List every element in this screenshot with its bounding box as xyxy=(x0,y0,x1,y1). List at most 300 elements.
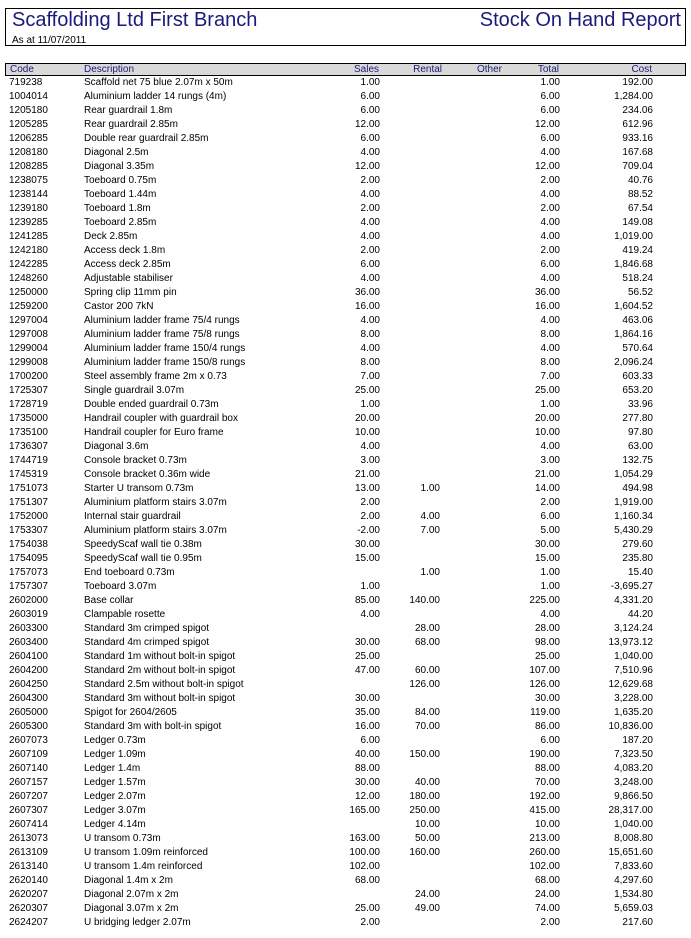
table-row xyxy=(0,188,691,202)
cell-code: 1241285 xyxy=(9,231,48,242)
cell-code: 2604100 xyxy=(9,651,48,662)
cell-cost: 8,008.80 xyxy=(614,833,653,844)
cell-code: 2607073 xyxy=(9,735,48,746)
cell-cost: 1,604.52 xyxy=(614,301,653,312)
cell-cost: 7,323.50 xyxy=(614,749,653,760)
table-row xyxy=(0,496,691,510)
cell-code: 1725307 xyxy=(9,385,48,396)
cell-cost: 1,040.00 xyxy=(614,651,653,662)
table-row xyxy=(0,174,691,188)
cell-total: 6.00 xyxy=(540,105,560,116)
cell-description: Double ended guardrail 0.73m xyxy=(84,399,219,410)
cell-rental: 28.00 xyxy=(414,623,440,634)
cell-cost: 1,919.00 xyxy=(614,497,653,508)
cell-code: 1735000 xyxy=(9,413,48,424)
cell-total: 8.00 xyxy=(540,329,560,340)
cell-sales: 25.00 xyxy=(354,385,380,396)
cell-code: 1238144 xyxy=(9,189,48,200)
table-row xyxy=(0,398,691,412)
cell-code: 1735100 xyxy=(9,427,48,438)
cell-sales: 15.00 xyxy=(354,553,380,564)
cell-total: 70.00 xyxy=(534,777,560,788)
cell-description: Adjustable stabiliser xyxy=(84,273,173,284)
table-row xyxy=(0,636,691,650)
cell-code: 2603300 xyxy=(9,623,48,634)
cell-cost: 28,317.00 xyxy=(608,805,653,816)
cell-total: 2.00 xyxy=(540,245,560,256)
table-row xyxy=(0,356,691,370)
cell-sales: 36.00 xyxy=(354,287,380,298)
cell-cost: 67.54 xyxy=(627,203,653,214)
table-row xyxy=(0,622,691,636)
cell-code: 1259200 xyxy=(9,301,48,312)
cell-total: 6.00 xyxy=(540,133,560,144)
cell-cost: 10,836.00 xyxy=(608,721,653,732)
table-row xyxy=(0,524,691,538)
cell-description: Ledger 1.57m xyxy=(84,777,146,788)
table-row xyxy=(0,790,691,804)
cell-total: 3.00 xyxy=(540,455,560,466)
cell-code: 1736307 xyxy=(9,441,48,452)
cell-description: Rear guardrail 1.8m xyxy=(84,105,173,116)
cell-cost: 4,083.20 xyxy=(614,763,653,774)
table-row xyxy=(0,748,691,762)
table-row xyxy=(0,664,691,678)
cell-sales: 6.00 xyxy=(360,105,380,116)
cell-total: 2.00 xyxy=(540,203,560,214)
cell-total: 260.00 xyxy=(529,847,560,858)
cell-sales: 4.00 xyxy=(360,217,380,228)
column-header-row xyxy=(5,63,686,76)
table-row xyxy=(0,300,691,314)
cell-cost: 1,864.16 xyxy=(614,329,653,340)
cell-cost: 933.16 xyxy=(622,133,653,144)
cell-sales: 16.00 xyxy=(354,721,380,732)
table-row xyxy=(0,440,691,454)
cell-description: Standard 2.5m without bolt-in spigot xyxy=(84,679,244,690)
table-row xyxy=(0,888,691,902)
company-name: Scaffolding Ltd First Branch xyxy=(12,9,258,31)
cell-description: Aluminium platform stairs 3.07m xyxy=(84,525,227,536)
table-row xyxy=(0,160,691,174)
cell-cost: 612.96 xyxy=(622,119,653,130)
cell-total: 225.00 xyxy=(529,595,560,606)
cell-description: Handrail coupler with guardrail box xyxy=(84,413,238,424)
table-row xyxy=(0,762,691,776)
column-header-sales: Sales xyxy=(353,64,379,75)
cell-description: Toeboard 0.75m xyxy=(84,175,157,186)
cell-code: 1728719 xyxy=(9,399,48,410)
cell-rental: 250.00 xyxy=(409,805,440,816)
cell-sales: 68.00 xyxy=(354,875,380,886)
cell-cost: 149.08 xyxy=(622,217,653,228)
column-header-cost: Cost xyxy=(631,64,652,75)
cell-sales: 30.00 xyxy=(354,777,380,788)
cell-description: Standard 3m with bolt-in spigot xyxy=(84,721,222,732)
cell-sales: 4.00 xyxy=(360,441,380,452)
cell-cost: 33.96 xyxy=(627,399,653,410)
cell-code: 2603400 xyxy=(9,637,48,648)
cell-code: 1238075 xyxy=(9,175,48,186)
table-row xyxy=(0,118,691,132)
report-title: Stock On Hand Report xyxy=(479,9,681,31)
cell-total: 8.00 xyxy=(540,357,560,368)
table-row xyxy=(0,734,691,748)
cell-cost: 1,040.00 xyxy=(614,819,653,830)
cell-cost: 5,430.29 xyxy=(614,525,653,536)
cell-sales: 30.00 xyxy=(354,539,380,550)
cell-description: Ledger 0.73m xyxy=(84,735,146,746)
cell-code: 1751073 xyxy=(9,483,48,494)
cell-code: 2620140 xyxy=(9,875,48,886)
table-row xyxy=(0,202,691,216)
cell-description: Standard 3m without bolt-in spigot xyxy=(84,693,236,704)
cell-description: Aluminium ladder frame 75/8 rungs xyxy=(84,329,240,340)
cell-description: Diagonal 2.5m xyxy=(84,147,149,158)
as-at-date: As at 11/07/2011 xyxy=(12,35,87,46)
cell-description: Diagonal 3.07m x 2m xyxy=(84,903,179,914)
cell-cost: 44.20 xyxy=(627,609,653,620)
cell-total: 190.00 xyxy=(529,749,560,760)
table-row xyxy=(0,244,691,258)
table-row xyxy=(0,384,691,398)
table-row xyxy=(0,720,691,734)
table-row xyxy=(0,412,691,426)
cell-total: 15.00 xyxy=(534,553,560,564)
cell-sales: 7.00 xyxy=(360,371,380,382)
table-row xyxy=(0,692,691,706)
cell-code: 1205180 xyxy=(9,105,48,116)
cell-description: SpeedyScaf wall tie 0.38m xyxy=(84,539,202,550)
cell-total: 68.00 xyxy=(534,875,560,886)
cell-description: Ledger 2.07m xyxy=(84,791,146,802)
cell-description: Standard 1m without bolt-in spigot xyxy=(84,651,236,662)
table-row xyxy=(0,594,691,608)
cell-total: 88.00 xyxy=(534,763,560,774)
table-row xyxy=(0,902,691,916)
cell-description: Access deck 1.8m xyxy=(84,245,166,256)
cell-code: 1744719 xyxy=(9,455,48,466)
cell-code: 2607307 xyxy=(9,805,48,816)
table-row xyxy=(0,916,691,930)
table-row xyxy=(0,230,691,244)
cell-code: 2607157 xyxy=(9,777,48,788)
cell-description: Toeboard 1.44m xyxy=(84,189,157,200)
cell-cost: 132.75 xyxy=(622,455,653,466)
cell-code: 2607414 xyxy=(9,819,48,830)
cell-description: Standard 4m crimped spigot xyxy=(84,637,210,648)
cell-description: Handrail coupler for Euro frame xyxy=(84,427,224,438)
cell-cost: 518.24 xyxy=(622,273,653,284)
cell-description: Starter U transom 0.73m xyxy=(84,483,194,494)
cell-cost: 653.20 xyxy=(622,385,653,396)
cell-cost: 1,019.00 xyxy=(614,231,653,242)
cell-cost: 1,054.29 xyxy=(614,469,653,480)
cell-rental: 60.00 xyxy=(414,665,440,676)
cell-rental: 7.00 xyxy=(420,525,440,536)
cell-sales: 30.00 xyxy=(354,693,380,704)
cell-description: Scaffold net 75 blue 2.07m x 50m xyxy=(84,77,233,88)
cell-rental: 24.00 xyxy=(414,889,440,900)
cell-code: 2603019 xyxy=(9,609,48,620)
cell-cost: 1,534.80 xyxy=(614,889,653,900)
cell-cost: 570.64 xyxy=(622,343,653,354)
cell-total: 30.00 xyxy=(534,539,560,550)
cell-cost: 1,846.68 xyxy=(614,259,653,270)
cell-sales: 12.00 xyxy=(354,119,380,130)
cell-sales: 6.00 xyxy=(360,735,380,746)
cell-description: Console bracket 0.36m wide xyxy=(84,469,211,480)
cell-sales: 163.00 xyxy=(349,833,380,844)
cell-description: Ledger 3.07m xyxy=(84,805,146,816)
cell-total: 1.00 xyxy=(540,77,560,88)
cell-cost: 12,629.68 xyxy=(608,679,653,690)
cell-cost: 88.52 xyxy=(627,189,653,200)
table-row xyxy=(0,804,691,818)
cell-description: Spigot for 2604/2605 xyxy=(84,707,177,718)
cell-description: Aluminium ladder frame 75/4 rungs xyxy=(84,315,240,326)
cell-sales: 47.00 xyxy=(354,665,380,676)
cell-cost: 167.68 xyxy=(622,147,653,158)
cell-total: 74.00 xyxy=(534,903,560,914)
cell-total: 36.00 xyxy=(534,287,560,298)
table-row xyxy=(0,776,691,790)
table-row xyxy=(0,216,691,230)
cell-cost: 277.80 xyxy=(622,413,653,424)
cell-code: 2602000 xyxy=(9,595,48,606)
cell-cost: 2,096.24 xyxy=(614,357,653,368)
cell-sales: 102.00 xyxy=(349,861,380,872)
cell-sales: 1.00 xyxy=(360,581,380,592)
cell-total: 25.00 xyxy=(534,385,560,396)
cell-code: 1745319 xyxy=(9,469,48,480)
table-row xyxy=(0,706,691,720)
cell-description: Diagonal 3.35m xyxy=(84,161,155,172)
cell-code: 1297008 xyxy=(9,329,48,340)
cell-total: 2.00 xyxy=(540,175,560,186)
cell-code: 2620207 xyxy=(9,889,48,900)
cell-description: Console bracket 0.73m xyxy=(84,455,187,466)
column-header-other: Other xyxy=(476,64,502,75)
cell-description: Single guardrail 3.07m xyxy=(84,385,185,396)
cell-code: 2613140 xyxy=(9,861,48,872)
cell-description: Clampable rosette xyxy=(84,609,166,620)
cell-code: 2613073 xyxy=(9,833,48,844)
cell-sales: 4.00 xyxy=(360,273,380,284)
table-row xyxy=(0,650,691,664)
cell-total: 16.00 xyxy=(534,301,560,312)
cell-total: 10.00 xyxy=(534,819,560,830)
table-row xyxy=(0,510,691,524)
cell-cost: 15,651.60 xyxy=(608,847,653,858)
cell-total: 4.00 xyxy=(540,343,560,354)
cell-sales: 100.00 xyxy=(349,847,380,858)
cell-sales: 21.00 xyxy=(354,469,380,480)
cell-total: 6.00 xyxy=(540,91,560,102)
cell-description: U transom 1.4m reinforced xyxy=(84,861,203,872)
cell-description: Deck 2.85m xyxy=(84,231,138,242)
cell-cost: 419.24 xyxy=(622,245,653,256)
cell-rental: 1.00 xyxy=(420,483,440,494)
table-row xyxy=(0,258,691,272)
cell-description: Castor 200 7kN xyxy=(84,301,154,312)
report-header xyxy=(5,8,686,46)
table-row xyxy=(0,846,691,860)
cell-total: 192.00 xyxy=(529,791,560,802)
cell-sales: 4.00 xyxy=(360,189,380,200)
cell-description: Standard 2m without bolt-in spigot xyxy=(84,665,236,676)
cell-cost: 4,331.20 xyxy=(614,595,653,606)
cell-rental: 10.00 xyxy=(414,819,440,830)
cell-code: 2604200 xyxy=(9,665,48,676)
cell-code: 1205285 xyxy=(9,119,48,130)
cell-total: 2.00 xyxy=(540,917,560,928)
cell-sales: 2.00 xyxy=(360,245,380,256)
cell-description: Base collar xyxy=(84,595,134,606)
cell-cost: 463.06 xyxy=(622,315,653,326)
cell-total: 4.00 xyxy=(540,273,560,284)
cell-code: 2620307 xyxy=(9,903,48,914)
cell-total: 5.00 xyxy=(540,525,560,536)
cell-total: 12.00 xyxy=(534,119,560,130)
cell-description: Aluminium ladder 14 rungs (4m) xyxy=(84,91,227,102)
cell-sales: 4.00 xyxy=(360,147,380,158)
cell-sales: 12.00 xyxy=(354,161,380,172)
cell-description: U transom 1.09m reinforced xyxy=(84,847,208,858)
cell-total: 119.00 xyxy=(530,707,560,718)
cell-description: Aluminium platform stairs 3.07m xyxy=(84,497,227,508)
cell-total: 6.00 xyxy=(540,511,560,522)
cell-code: 2607109 xyxy=(9,749,48,760)
cell-cost: 97.80 xyxy=(627,427,653,438)
cell-sales: 2.00 xyxy=(360,511,380,522)
cell-rental: 140.00 xyxy=(409,595,440,606)
cell-sales: 16.00 xyxy=(354,301,380,312)
cell-total: 14.00 xyxy=(534,483,560,494)
table-row xyxy=(0,454,691,468)
cell-rental: 126.00 xyxy=(409,679,440,690)
cell-sales: 30.00 xyxy=(354,637,380,648)
cell-code: 1239285 xyxy=(9,217,48,228)
cell-cost: 1,284.00 xyxy=(614,91,653,102)
cell-sales: 165.00 xyxy=(349,805,380,816)
cell-total: 4.00 xyxy=(540,147,560,158)
table-row xyxy=(0,146,691,160)
cell-code: 1239180 xyxy=(9,203,48,214)
cell-total: 86.00 xyxy=(534,721,560,732)
cell-cost: 217.60 xyxy=(622,917,653,928)
table-row xyxy=(0,314,691,328)
cell-sales: 35.00 xyxy=(354,707,380,718)
cell-sales: 20.00 xyxy=(354,413,380,424)
cell-sales: 4.00 xyxy=(360,315,380,326)
cell-description: Rear guardrail 2.85m xyxy=(84,119,178,130)
table-row xyxy=(0,468,691,482)
cell-description: Ledger 4.14m xyxy=(84,819,146,830)
cell-cost: 7,510.96 xyxy=(614,665,653,676)
cell-cost: 3,228.00 xyxy=(614,693,653,704)
cell-total: 4.00 xyxy=(540,441,560,452)
cell-code: 1208180 xyxy=(9,147,48,158)
cell-description: End toeboard 0.73m xyxy=(84,567,175,578)
table-row xyxy=(0,90,691,104)
cell-total: 24.00 xyxy=(534,889,560,900)
cell-rental: 4.00 xyxy=(420,511,440,522)
cell-code: 2607140 xyxy=(9,763,48,774)
cell-rental: 40.00 xyxy=(414,777,440,788)
column-header-total: Total xyxy=(537,64,559,75)
cell-sales: 6.00 xyxy=(360,91,380,102)
cell-code: 2607207 xyxy=(9,791,48,802)
cell-cost: 13,973.12 xyxy=(608,637,653,648)
table-row xyxy=(0,482,691,496)
cell-description: U bridging ledger 2.07m xyxy=(84,917,191,928)
cell-total: 10.00 xyxy=(534,427,560,438)
cell-sales: 25.00 xyxy=(354,651,380,662)
cell-cost: 9,866.50 xyxy=(614,791,653,802)
table-row xyxy=(0,328,691,342)
cell-description: Diagonal 1.4m x 2m xyxy=(84,875,173,886)
cell-rental: 160.00 xyxy=(409,847,440,858)
cell-sales: 1.00 xyxy=(360,399,380,410)
cell-total: 12.00 xyxy=(534,161,560,172)
cell-rental: 150.00 xyxy=(409,749,440,760)
cell-rental: 49.00 xyxy=(414,903,440,914)
cell-code: 1004014 xyxy=(9,91,48,102)
cell-sales: 2.00 xyxy=(360,175,380,186)
cell-cost: 3,248.00 xyxy=(614,777,653,788)
cell-sales: 4.00 xyxy=(360,343,380,354)
cell-sales: 2.00 xyxy=(360,203,380,214)
cell-code: 1297004 xyxy=(9,315,48,326)
cell-cost: 15.40 xyxy=(627,567,653,578)
cell-description: Double rear guardrail 2.85m xyxy=(84,133,209,144)
cell-code: 2605300 xyxy=(9,721,48,732)
cell-cost: 234.06 xyxy=(622,105,653,116)
cell-code: 1242285 xyxy=(9,259,48,270)
cell-code: 1242180 xyxy=(9,245,48,256)
cell-rental: 70.00 xyxy=(414,721,440,732)
cell-description: Ledger 1.09m xyxy=(84,749,146,760)
cell-sales: 25.00 xyxy=(354,903,380,914)
cell-code: 2613109 xyxy=(9,847,48,858)
table-row xyxy=(0,426,691,440)
cell-total: 415.00 xyxy=(529,805,560,816)
column-header-rental: Rental xyxy=(413,64,442,75)
table-row xyxy=(0,818,691,832)
cell-description: SpeedyScaf wall tie 0.95m xyxy=(84,553,202,564)
cell-rental: 68.00 xyxy=(414,637,440,648)
table-row xyxy=(0,678,691,692)
table-row xyxy=(0,104,691,118)
cell-sales: 2.00 xyxy=(360,917,380,928)
cell-total: 6.00 xyxy=(540,259,560,270)
cell-total: 30.00 xyxy=(534,693,560,704)
cell-description: U transom 0.73m xyxy=(84,833,161,844)
cell-description: Aluminium ladder frame 150/4 rungs xyxy=(84,343,246,354)
table-row xyxy=(0,286,691,300)
cell-total: 21.00 xyxy=(534,469,560,480)
cell-sales: 2.00 xyxy=(360,497,380,508)
cell-description: Toeboard 2.85m xyxy=(84,217,157,228)
table-row xyxy=(0,76,691,90)
cell-cost: 7,833.60 xyxy=(614,861,653,872)
cell-cost: -3,695.27 xyxy=(610,581,653,592)
cell-code: 1751307 xyxy=(9,497,48,508)
column-header-code: Code xyxy=(10,64,34,75)
table-row xyxy=(0,552,691,566)
cell-code: 1700200 xyxy=(9,371,48,382)
